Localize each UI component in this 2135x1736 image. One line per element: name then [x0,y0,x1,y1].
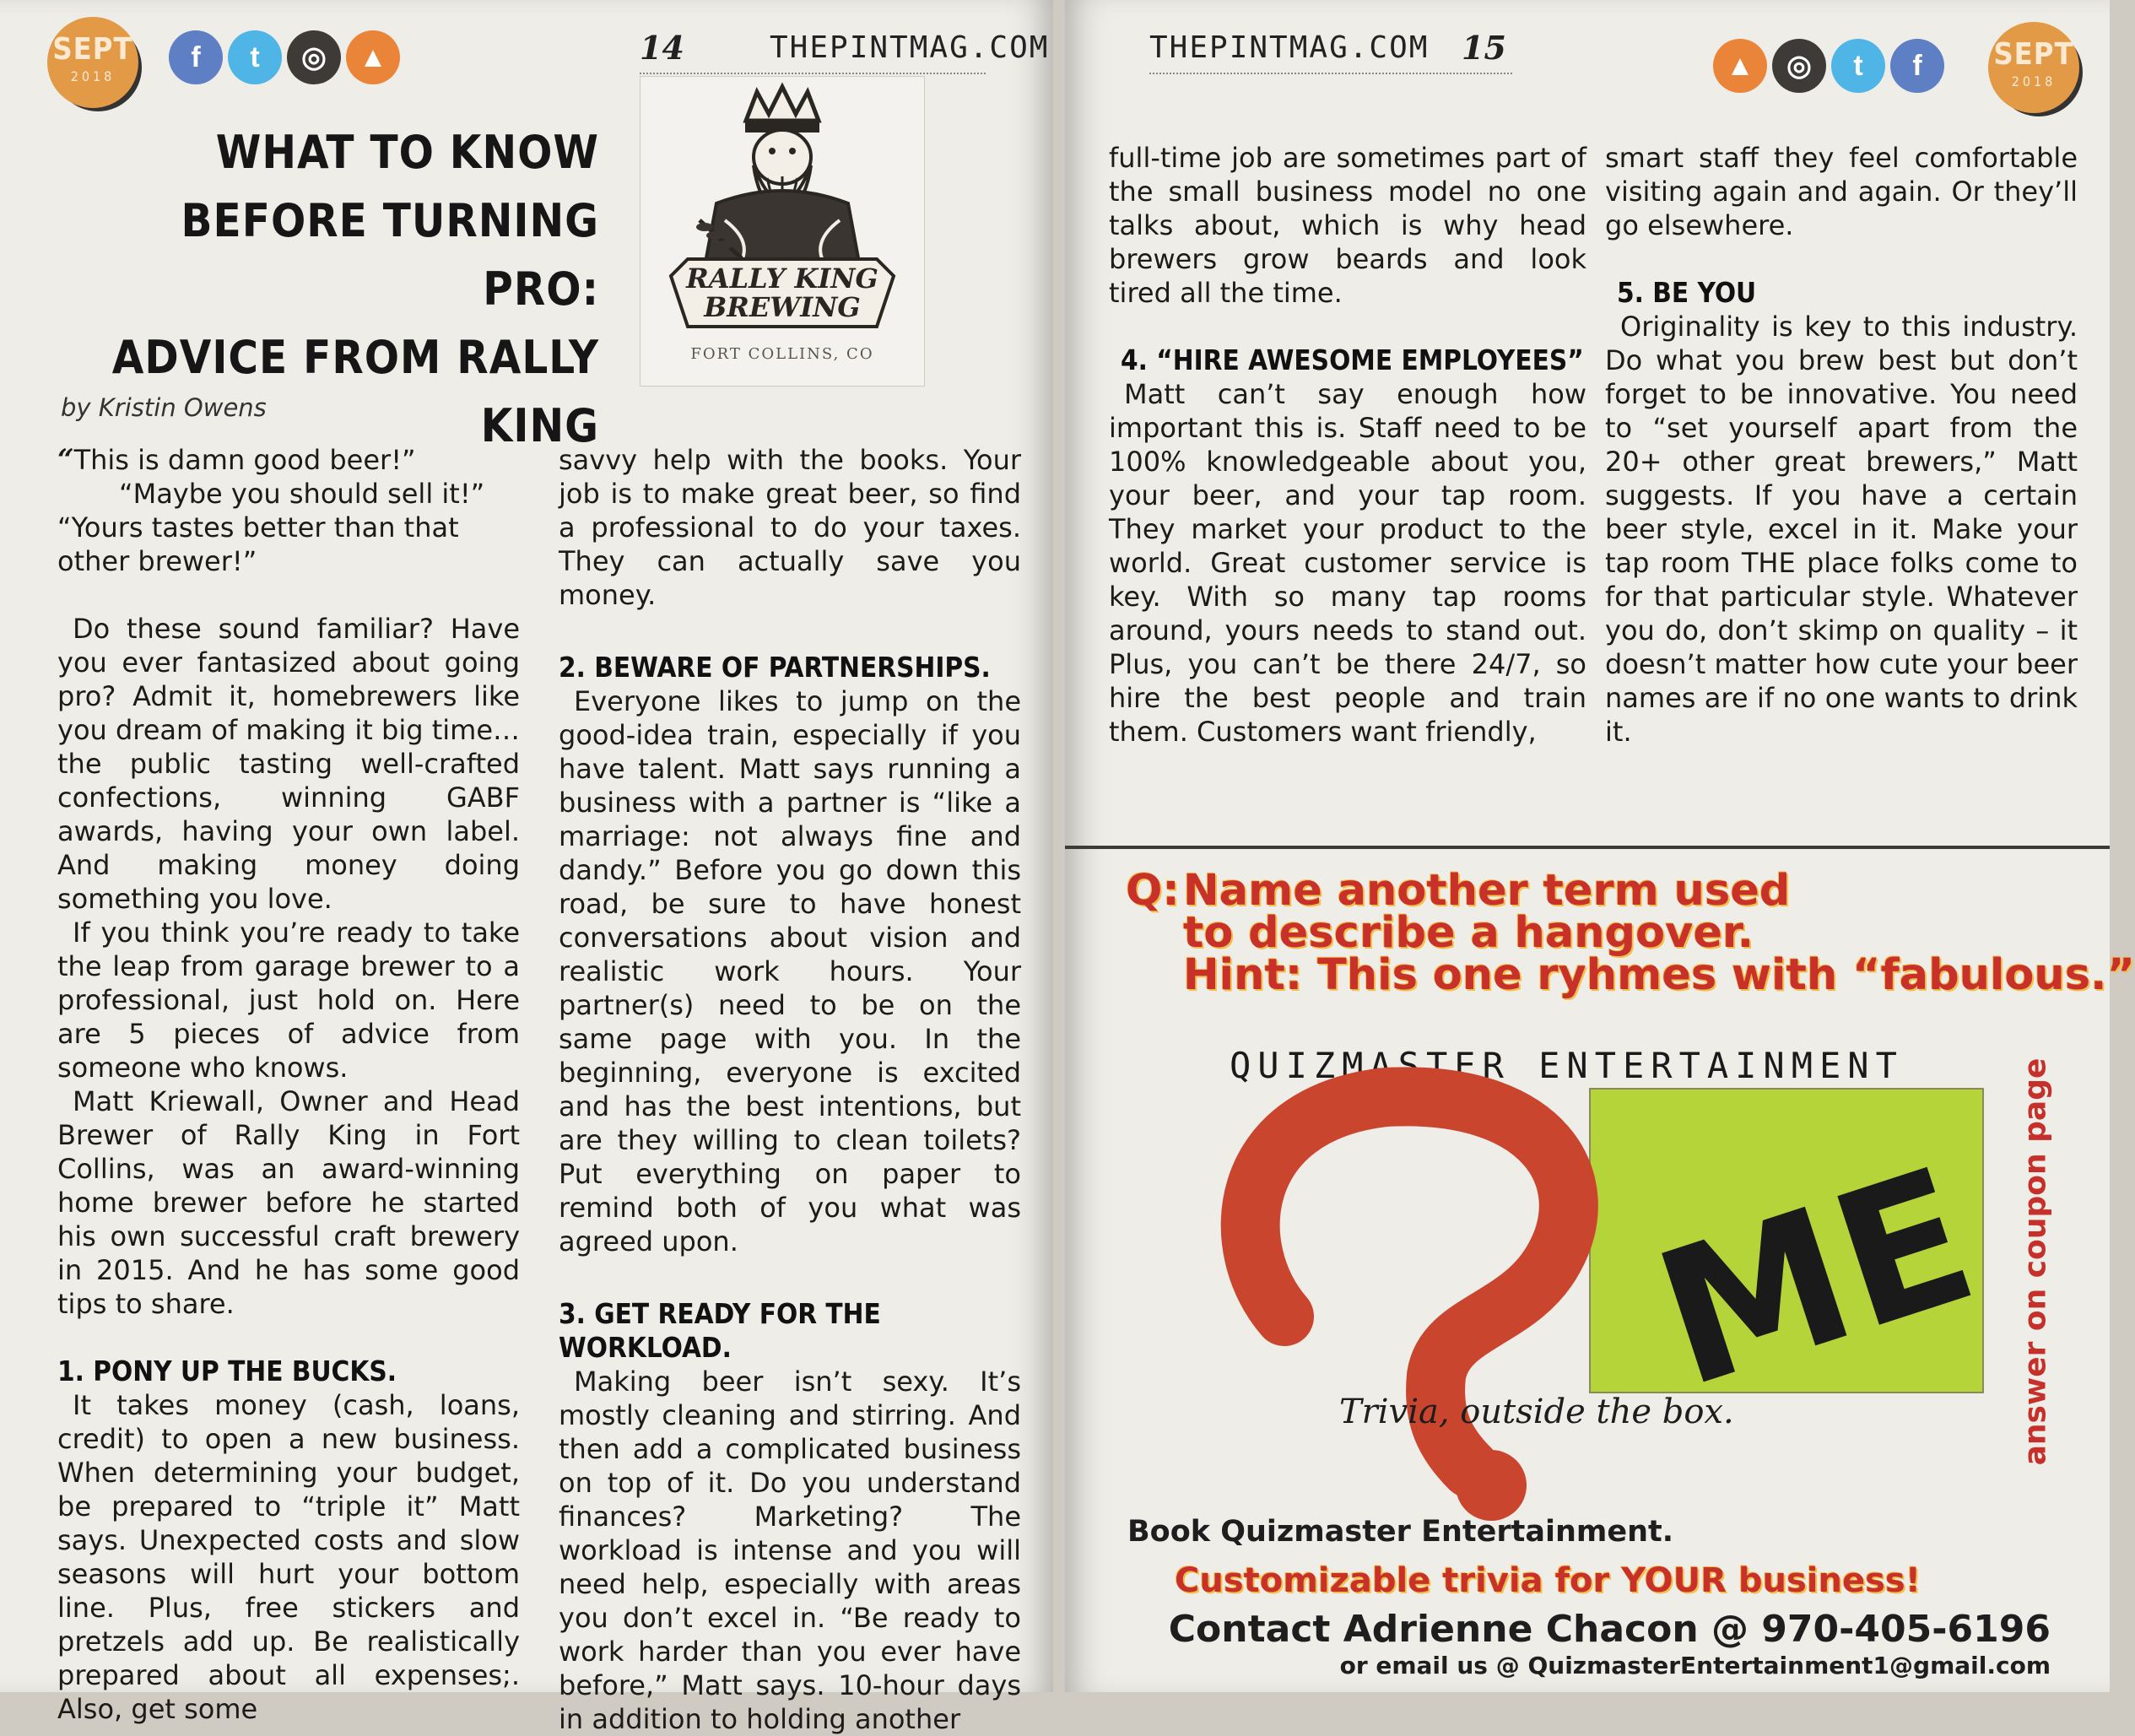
quote-1-text: This is damn good beer!” [73,444,416,476]
untappd-icon[interactable]: ▲ [346,30,400,84]
king-illustration [640,77,924,386]
intro-paragraph: Do these sound familiar? Have you ever fantasized about going pro? Admit it, homebrewers like you dream of making it big time… the public tasting well-crafted confections, winning GABF awards, having your own label. And making money doing something you love. [57,613,520,915]
badge-month: SEPT [1993,37,2074,72]
page-number: 14 [640,29,684,67]
answer-note [2018,1057,2053,1466]
question-line-1: Name another term used [1183,866,1791,916]
site-url[interactable]: THEPINTMAG.COM [1149,30,1430,65]
tip-4-heading: 4. “HIRE AWESOME EMPLOYEES” [1121,343,1584,376]
tip-2-body: Everyone likes to jump on the good-idea train, especially if you have talent. Matt says running a business with a partner is “like a marriage: not always fine and dandy.” Before you go down this road, be sure to have honest conversations about vision and realistic work hours. Your partner(s) need to be on the same page with you. In the beginning, everyone is excited and has the best intentions, but are they willing to clean toilets? Put everything on paper to remind both of you what was agreed upon. [559,685,1021,1257]
ad-divider [1065,846,2110,849]
tip-4-body-cont: smart staff they feel comfortable visiting again and again. Or they’ll go elsewhere. [1605,142,2078,241]
tip-1-body: It takes money (cash, loans, credit) to open a new business. When determining your budget, be prepared to “triple it” Matt says. Unexpected costs and slow seasons will hurt your bottom line. Plus, free stickers and pretzels add up. Be realistically prepared about all expenses;. Also, get some [57,1389,520,1725]
tip-5-body: Originality is key to this industry. Do what you brew best but don’t forget to be innovative. You need to “set yourself apart from the 20+ other great brewers,” Matt suggests. If you have a certain beer style, excel in it. Make your tap room THE place folks come to for that particular style. Whatever you do, don’t skimp on quality – it doesn’t matter how cute your beer names are if no one wants to drink it. [1605,311,2078,748]
intro-paragraph-2: If you think you’re ready to take the leap from garage brewer to a professional, just hold on. Here are 5 pieces of advice from someone who knows. [57,917,520,1084]
answer-note-text: answer on coupon page [2018,1057,2053,1466]
issue-date-badge [1988,22,2079,113]
contact-phone[interactable]: Contact Adrienne Chacon @ 970-405-6196 [1168,1608,2051,1651]
page-14 [0,0,1053,1735]
tip-1-body-cont: savvy help with the books. Your job is to make great beer, so find a professional to do your taxes. They can actually save you money. [559,444,1021,611]
tip-3-heading: 3. GET READY FOR THE WORKLOAD. [559,1297,881,1364]
question-line-2: to describe a hangover. [1183,908,1754,958]
quizmaster-tagline: Trivia, outside the box. [1339,1393,1734,1431]
facebook-icon[interactable]: f [169,30,223,84]
quote-3: “Yours tastes better than that other brewer!” [57,511,459,577]
contact-email[interactable]: or email us @ QuizmasterEntertainment1@gmail.com [1339,1652,2051,1679]
social-icons [169,30,400,84]
quizmaster-logo [1192,1080,2002,1511]
book-cta: Book Quizmaster Entertainment. [1127,1515,1674,1549]
question-label: Q: [1126,866,1180,916]
column-1 [57,443,520,1726]
twitter-icon[interactable]: t [228,30,282,84]
issue-date-badge [47,17,138,108]
custom-trivia-line: Customizable trivia for YOUR business! [1175,1561,1921,1600]
twitter-icon[interactable]: t [1831,39,1885,93]
instagram-icon[interactable]: ◎ [1772,39,1826,93]
column-4 [1605,141,2078,749]
untappd-icon[interactable]: ▲ [1713,39,1767,93]
social-icons [1713,39,1944,93]
tip-3-body-cont: full-time job are sometimes part of the small business model no one talks about, which is why head brewers grow beards and look tired all the time. [1109,142,1586,309]
page-15 [1065,0,2135,1692]
logo-line-1: RALLY KING [686,262,878,295]
intro-paragraph-3: Matt Kriewall, Owner and Head Brewer of Rally King in Fort Collins, was an award-winning home brewer before he started his own successful craft brewery in 2015. And he has some good tips to share. [57,1085,520,1320]
facebook-icon[interactable]: f [1890,39,1944,93]
headline-line-2: BEFORE TURNING PRO: [181,194,599,316]
byline: by Kristin Owens [61,393,267,422]
logo-me-text: ME [1634,1127,1997,1430]
question-dot [1456,1450,1527,1521]
rally-king-logo [640,76,925,387]
quote-2: “Maybe you should sell it!” [119,478,485,510]
tip-3-body: Making beer isn’t sexy. It’s mostly cleaning and stirring. And then add a complicated business on top of it. Do you understand finances? Marketing? The workload is intense and you will need help, especially with areas you don’t excel in. “Be ready to work harder than you ever have before,” Matt says. 10-hour days in addition to holding another [559,1366,1021,1735]
quizmaster-company-name: QUIZMASTER ENTERTAINMENT [1230,1045,1904,1086]
headline-line-1: WHAT TO KNOW [215,126,599,179]
site-url[interactable]: THEPINTMAG.COM [770,30,1050,65]
page-number: 15 [1462,29,1506,67]
logo-line-2: BREWING [704,291,861,323]
tip-2-heading: 2. BEWARE OF PARTNERSHIPS. [559,651,991,684]
column-2 [559,443,1021,1736]
quote-1: “This is damn good beer!” [57,443,416,477]
tip-1-heading: 1. PONY UP THE BUCKS. [57,1355,397,1387]
header-rule [1149,73,1512,74]
tip-4-body: Matt can’t say enough how important this is. Staff need to be 100% knowledgeable about you, your beer, and your tap room. They market your product to the world. Great customer service is key. With so many tap rooms around, yours needs to stand out. Plus, you can’t be there 24/7, so hire the best people and train them. Customers want friendly, [1109,378,1586,748]
instagram-icon[interactable]: ◎ [287,30,341,84]
question-hint: Hint: This one ryhmes with “fabulous.” [1183,950,2135,1000]
column-3 [1109,141,1586,749]
logo-location: FORT COLLINS, CO [690,345,874,363]
headline-line-3: ADVICE FROM RALLY KING [111,331,599,452]
badge-year: 2018 [2011,73,2057,89]
badge-year: 2018 [70,68,116,84]
badge-month: SEPT [52,32,133,67]
header-rule [640,73,986,74]
tip-5-heading: 5. BE YOU [1617,276,1757,309]
